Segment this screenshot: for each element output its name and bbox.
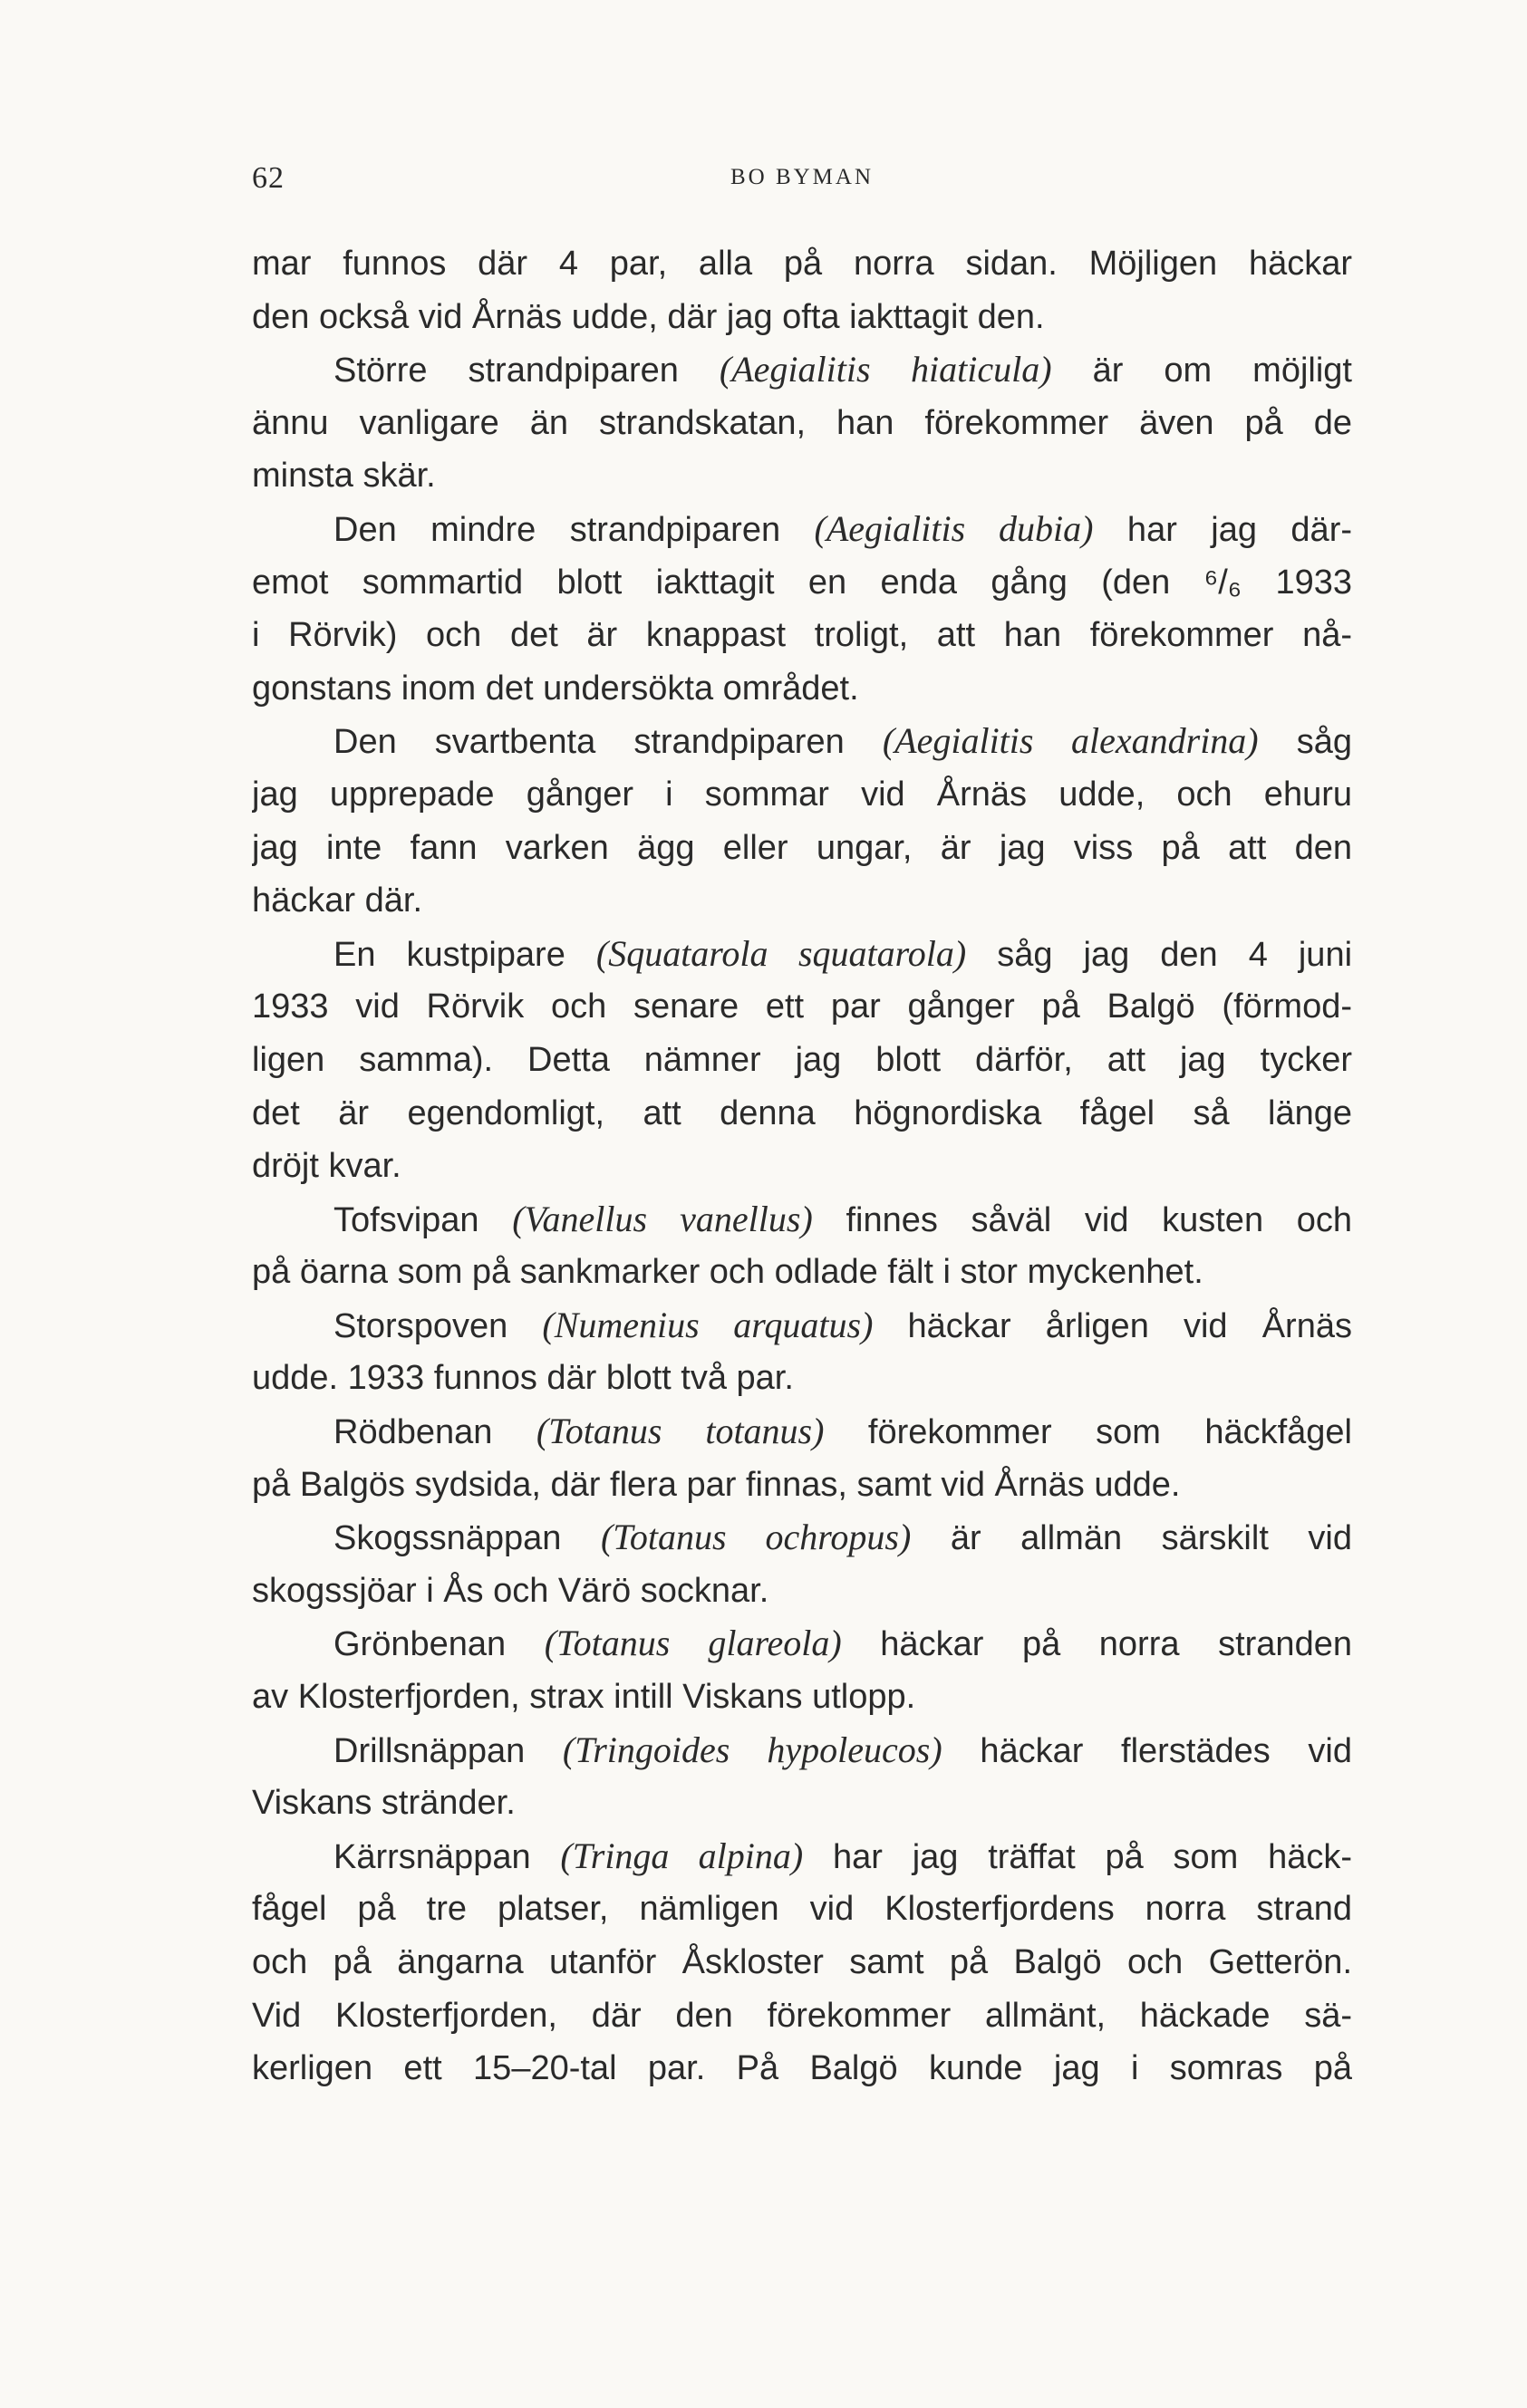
text-run: dröjt kvar. (252, 1147, 401, 1186)
text-run: emot sommartid blott iakttagit en enda gång (den ⁶/₆ 1933 (252, 563, 1352, 602)
text-run: Storspoven (333, 1306, 543, 1345)
text-run: mar funnos där 4 par, alla på norra sidan. Möjligen häckar (252, 245, 1352, 283)
text-run: ännu vanligare än strandskatan, han förekommer även på de (252, 403, 1352, 442)
text-line (252, 1777, 1352, 1830)
text-line (252, 980, 1352, 1034)
text-run: Den svartbenta strandpiparen (333, 723, 883, 762)
species-name: (Vanellus vanellus) (512, 1198, 813, 1239)
text-run: Grönbenan (333, 1625, 545, 1664)
running-head (252, 161, 1352, 207)
text-run: av Klosterfjorden, strax intill Viskans utlopp. (252, 1678, 916, 1717)
text-run: är allmän särskilt vid (911, 1519, 1352, 1558)
text-line (252, 768, 1352, 822)
text-line (252, 874, 1352, 928)
text-line (252, 1459, 1352, 1512)
text-line (252, 397, 1352, 450)
text-line (252, 556, 1352, 610)
text-line (252, 928, 1352, 981)
text-run: gonstans inom det undersökta området. (252, 669, 859, 708)
species-name: (Aegialitis dubia) (814, 507, 1094, 549)
text-line (252, 715, 1352, 768)
text-run: 1933 vid Rörvik och senare ett par gånger på Balgö (förmod- (252, 987, 1352, 1026)
text-run: Den mindre strandpiparen (333, 510, 815, 549)
text-run: på Balgös sydsida, där flera par finnas, samt vid Årnäs udde. (252, 1465, 1181, 1504)
species-name: (Tringoides hypoleucos) (562, 1729, 942, 1770)
text-run: finnes såväl vid kusten och (812, 1200, 1352, 1239)
text-run: udde. 1933 funnos där blott två par. (252, 1359, 794, 1398)
text-run: i Rörvik) och det är knappast troligt, att han förekommer nå- (252, 616, 1352, 655)
text-run: såg jag den 4 juni (966, 935, 1352, 974)
text-run: häckar på norra stranden (841, 1625, 1352, 1664)
text-run: Större strandpiparen (333, 352, 720, 390)
text-line (252, 1936, 1352, 1989)
text-line (252, 1034, 1352, 1087)
text-line (252, 1989, 1352, 2043)
text-run: fågel på tre platser, nämligen vid Klosterfjordens norra strand (252, 1890, 1352, 1929)
text-line (252, 1246, 1352, 1299)
text-run: jag upprepade gånger i sommar vid Årnäs udde, och ehuru (252, 775, 1352, 814)
text-run: förekommer som häckfågel (824, 1413, 1352, 1452)
species-name: (Numenius arquatus) (542, 1304, 874, 1345)
species-name: (Totanus glareola) (544, 1623, 842, 1664)
text-line (252, 1193, 1352, 1247)
text-line (252, 343, 1352, 397)
species-name: (Totanus totanus) (536, 1411, 825, 1452)
text-line (252, 1405, 1352, 1459)
species-name: (Aegialitis hiaticula) (719, 349, 1052, 390)
text-line (252, 503, 1352, 556)
text-line (252, 291, 1352, 344)
text-run: Skogssnäppan (333, 1519, 601, 1558)
text-line (252, 1140, 1352, 1193)
text-run: häckar där. (252, 881, 422, 920)
species-name: (Aegialitis alexandrina) (882, 720, 1259, 762)
species-name: (Squatarola squatarola) (595, 932, 967, 974)
text-run: En kustpipare (333, 935, 596, 974)
text-line (252, 1511, 1352, 1565)
text-line (252, 1617, 1352, 1671)
text-run: Drillsnäppan (333, 1731, 563, 1770)
text-run: jag inte fann varken ägg eller ungar, är jag viss på att den (252, 828, 1352, 867)
text-line (252, 237, 1352, 291)
text-run: och på ängarna utanför Åskloster samt på Balgö och Getterön. (252, 1943, 1352, 1981)
text-line (252, 822, 1352, 875)
text-run: på öarna som på sankmarker och odlade fält i stor myckenhet. (252, 1253, 1203, 1292)
text-run: häckar flerstädes vid (942, 1731, 1352, 1770)
text-run: Viskans stränder. (252, 1784, 516, 1823)
text-line (252, 1724, 1352, 1777)
text-run: Rödbenan (333, 1413, 536, 1452)
text-run: Vid Klosterfjorden, där den förekommer allmänt, häckade sä- (252, 1996, 1352, 2035)
text-line (252, 662, 1352, 716)
text-run: Tofsvipan (333, 1200, 513, 1239)
page-number: 62 (252, 161, 285, 195)
text-run: den också vid Årnäs udde, där jag ofta iakttagit den. (252, 297, 1045, 336)
text-run: minsta skär. (252, 457, 436, 496)
text-run: kerligen ett 15–20-tal par. På Balgö kunde jag i somras på (252, 2049, 1352, 2088)
text-line (252, 2042, 1352, 2095)
text-line (252, 1352, 1352, 1405)
text-line (252, 1299, 1352, 1353)
species-name: (Tringa alpina) (560, 1835, 804, 1876)
text-line (252, 1671, 1352, 1724)
text-line (252, 609, 1352, 662)
text-line (252, 449, 1352, 503)
body-text (252, 237, 1352, 2095)
species-name: (Totanus ochropus) (600, 1517, 912, 1558)
text-line (252, 1883, 1352, 1936)
running-title: BO BYMAN (730, 165, 875, 189)
text-line (252, 1830, 1352, 1883)
text-line (252, 1565, 1352, 1618)
text-run: såg (1258, 723, 1352, 762)
text-run: har jag träffat på som häck- (803, 1837, 1352, 1876)
text-run: är om möjligt (1051, 352, 1352, 390)
text-run: skogssjöar i Ås och Värö socknar. (252, 1571, 769, 1610)
text-run: ligen samma). Detta nämner jag blott därför, att jag tycker (252, 1040, 1352, 1079)
text-run: har jag där- (1093, 510, 1352, 549)
text-run: häckar årligen vid Årnäs (873, 1306, 1352, 1345)
text-run: Kärrsnäppan (333, 1837, 561, 1876)
text-run: det är egendomligt, att denna högnordiska fågel så länge (252, 1093, 1352, 1132)
text-line (252, 1087, 1352, 1141)
